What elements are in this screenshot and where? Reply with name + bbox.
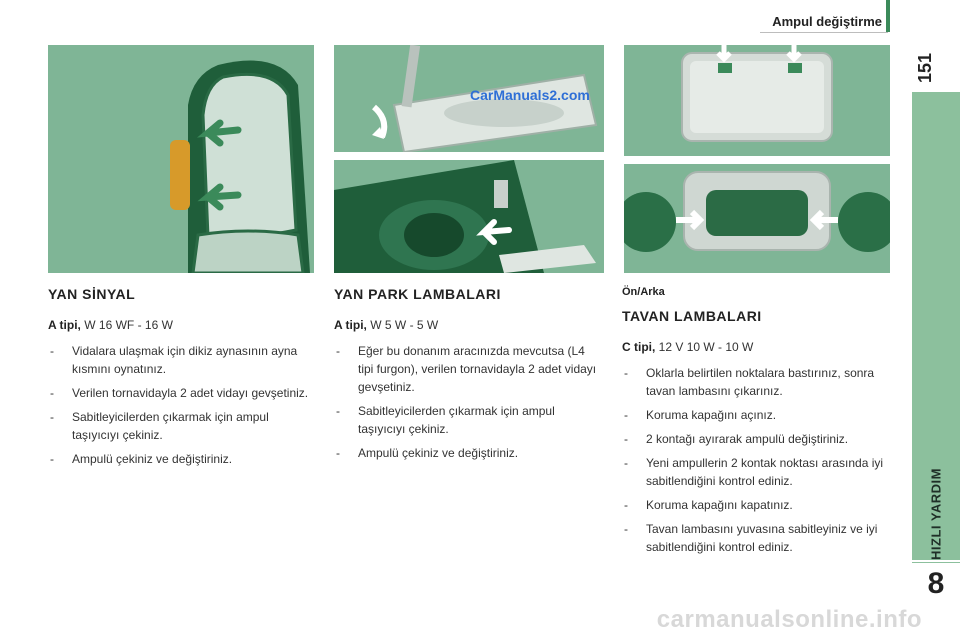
list-item: - 2 kontağı ayırarak ampulü değiştiriniz. <box>622 430 894 448</box>
list-item: - Sabitleyicilerden çıkarmak için ampul taşıyıcıyı çekiniz. <box>334 402 602 438</box>
chapter-divider <box>912 562 960 563</box>
list-item: - Sabitleyicilerden çıkarmak için ampul taşıyıcıyı çekiniz. <box>48 408 314 444</box>
list-item: - Yeni ampullerin 2 kontak noktası arasında iyi sabitlendiğini kontrol ediniz. <box>622 454 894 490</box>
page-header-title: Ampul değiştirme <box>772 14 882 29</box>
column-side-parking-lamps <box>334 286 602 468</box>
page-number: 151 <box>915 52 935 84</box>
list-item: - Vidalara ulaşmak için dikiz aynasının ayna kısmını oynatınız. <box>48 342 314 378</box>
list-item: - Koruma kapağını açınız. <box>622 406 894 424</box>
list-item: - Verilen tornavidayla 2 adet vidayı gevşetiniz. <box>48 384 314 402</box>
header-accent-bar <box>886 0 890 32</box>
side-lamp-illustration-bottom <box>334 160 604 273</box>
section-heading: YAN PARK LAMBALARI <box>334 286 501 302</box>
bulb-type-value: 12 V 10 W - 10 W <box>658 340 754 354</box>
steps-list <box>622 364 894 556</box>
bulb-type <box>622 338 894 356</box>
header-divider <box>760 32 888 33</box>
ceiling-lamp-drawing-top <box>624 45 890 156</box>
mirror-illustration <box>48 45 314 273</box>
list-item: - Eğer bu donanım aracınızda mevcutsa (L4 tipi furgon), verilen tornavidayla 2 adet vidayı gevşetiniz. <box>334 342 602 396</box>
bulb-type <box>334 316 602 334</box>
list-item: - Koruma kapağını kapatınız. <box>622 496 894 514</box>
watermark-text: CarManuals2.com <box>470 87 590 103</box>
steps-list <box>48 342 314 468</box>
column-side-indicator <box>48 286 314 474</box>
mirror-drawing <box>48 45 314 273</box>
bulb-type-label: C tipi, <box>622 340 656 354</box>
bulb-type-label: A tipi, <box>334 318 367 332</box>
section-subheading: Ön/Arka <box>622 286 665 298</box>
list-item: - Ampulü çekiniz ve değiştiriniz. <box>48 450 314 468</box>
list-item: - Tavan lambasını yuvasına sabitleyiniz ve iyi sabitlendiğini kontrol ediniz. <box>622 520 894 556</box>
list-item: - Ampulü çekiniz ve değiştiriniz. <box>334 444 602 462</box>
chapter-number: 8 <box>927 567 945 600</box>
section-heading: YAN SİNYAL <box>48 286 136 302</box>
column-ceiling-lamps <box>622 286 894 562</box>
chapter-label-container <box>912 360 960 560</box>
bulb-type-value: W 16 WF - 16 W <box>84 318 173 332</box>
bulb-type <box>48 316 314 334</box>
list-item: - Oklarla belirtilen noktalara bastırınız, sonra tavan lambasını çıkarınız. <box>622 364 894 400</box>
bulb-type-value: W 5 W - 5 W <box>370 318 439 332</box>
side-lamp-drawing-bottom <box>334 160 604 273</box>
bulb-type-label: A tipi, <box>48 318 81 332</box>
ceiling-lamp-illustration-top <box>624 45 890 156</box>
footer-watermark: carmanualsonline.info <box>656 606 922 633</box>
steps-list <box>334 342 602 462</box>
ceiling-lamp-illustration-bottom <box>624 164 890 273</box>
section-heading: TAVAN LAMBALARI <box>622 308 762 324</box>
chapter-label: HIZLI YARDIM <box>928 468 944 560</box>
ceiling-lamp-drawing-bottom <box>624 164 890 273</box>
